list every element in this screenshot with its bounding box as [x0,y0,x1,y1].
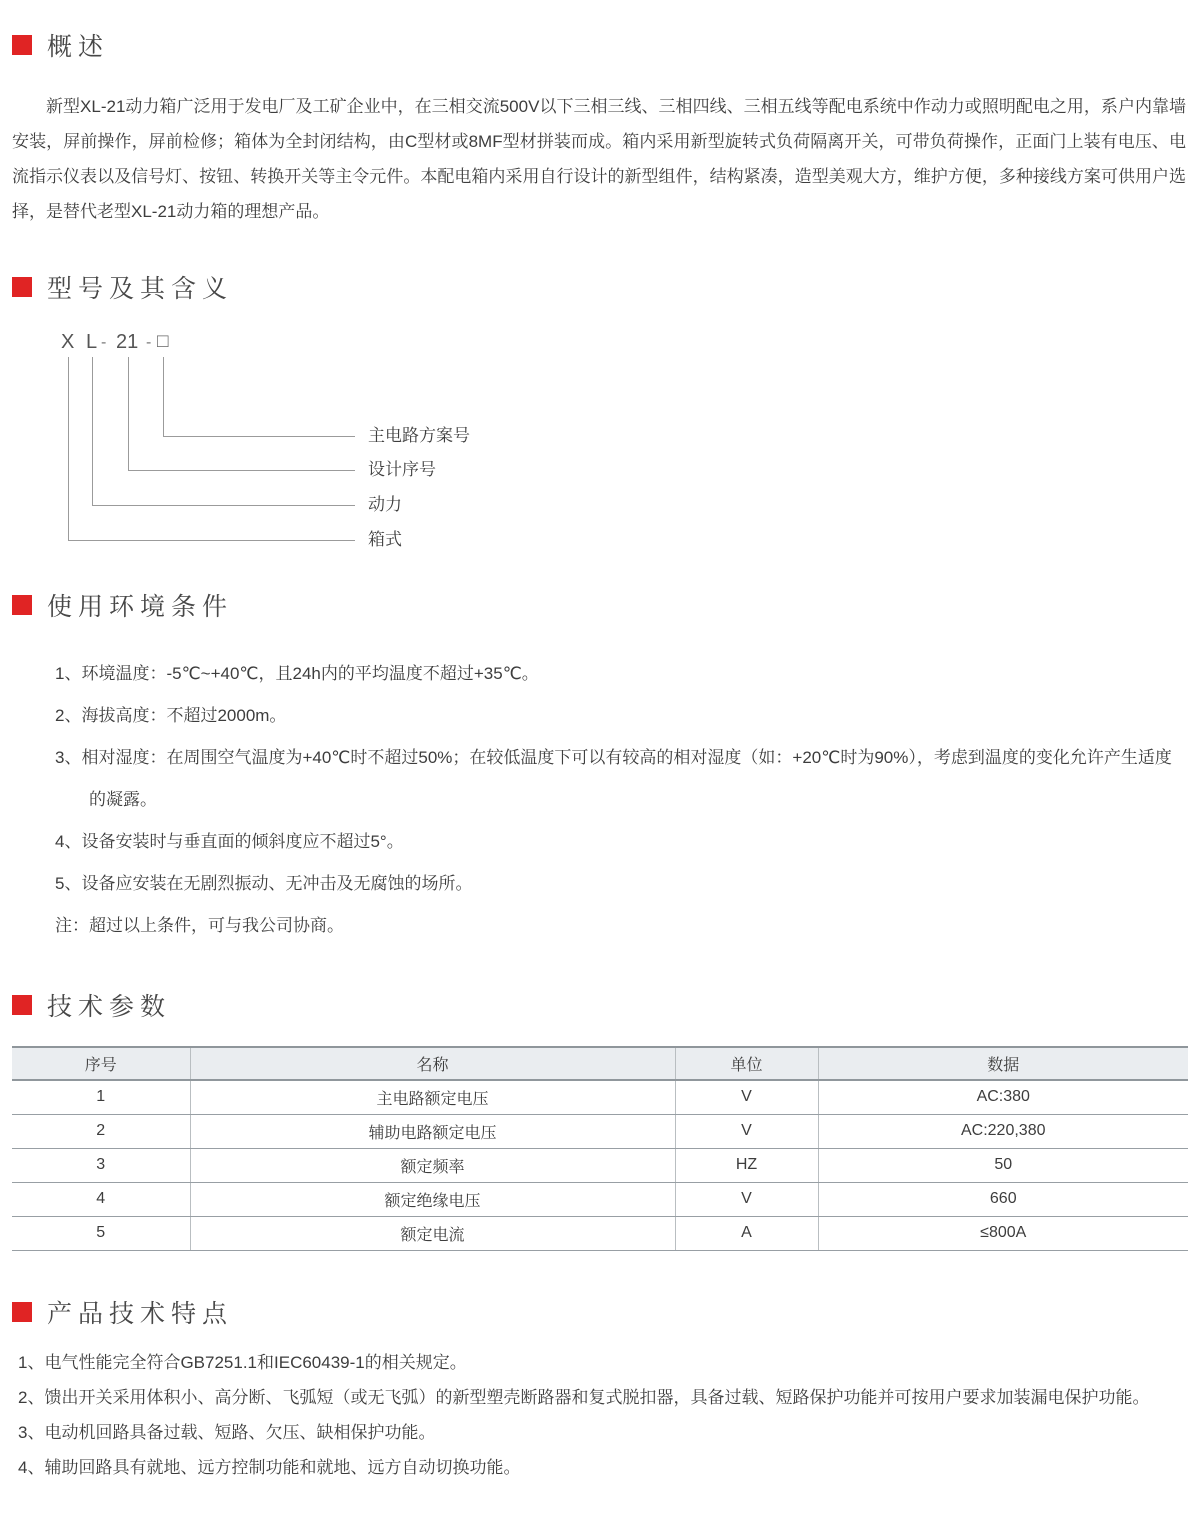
diagram-connector-line [92,357,93,505]
catalog-page [0,27,1200,1527]
section-header-environment [0,587,1200,623]
environment-list-item: 1、环境温度：-5℃~+40℃，且24h内的平均温度不超过+35℃。 [55,664,539,683]
table-row [12,1148,1188,1182]
table-cell: ≤800A [818,1216,1188,1250]
diagram-connector-line [163,357,164,436]
table-cell: V [675,1080,818,1114]
diagram-label: 动力 [368,495,402,514]
table-cell: AC:380 [818,1080,1188,1114]
parameters-table-header-row [12,1047,1188,1080]
diagram-label: 箱式 [368,530,402,549]
table-cell: 额定电流 [190,1216,675,1250]
model-code-separator: - [101,334,107,351]
table-row [12,1216,1188,1250]
table-cell: 2 [12,1114,190,1148]
table-cell: 辅助电路额定电压 [190,1114,675,1148]
environment-list-item: 3、相对湿度：在周围空气温度为+40℃时不超过50%；在较低温度下可以有较高的相对湿度（如：+20℃时为90%），考虑到温度的变化允许产生适度的凝露。 [55,748,1172,809]
table-cell: 额定绝缘电压 [190,1182,675,1216]
table-cell: HZ [675,1148,818,1182]
table-header-cell: 数据 [818,1047,1188,1080]
parameters-table-body [12,1080,1188,1250]
section-title-parameters: 技术参数 [47,993,172,1021]
features-list-item: 1、电气性能完全符合GB7251.1和IEC60439-1的相关规定。 [18,1352,467,1372]
red-square-bullet-icon [12,595,32,615]
diagram-label: 主电路方案号 [368,426,470,445]
red-square-bullet-icon [12,35,32,55]
diagram-connector-line [68,357,69,540]
section-title-overview: 概述 [47,33,110,61]
table-cell: 1 [12,1080,190,1114]
model-code-part: 21 [116,331,139,353]
features-list-item: 4、辅助回路具有就地、远方控制功能和就地、远方自动切换功能。 [18,1457,521,1477]
environment-list-item: 5、设备应安装在无剧烈振动、无冲击及无腐蚀的场所。 [55,874,473,893]
table-cell: 660 [818,1182,1188,1216]
table-cell: 额定频率 [190,1148,675,1182]
table-cell: V [675,1114,818,1148]
section-title-features: 产品技术特点 [47,1299,234,1328]
table-cell: 50 [818,1148,1188,1182]
section-header-parameters [0,987,1200,1023]
environment-list-item: 注：超过以上条件，可与我公司协商。 [55,916,344,935]
table-cell: V [675,1182,818,1216]
diagram-connector-line [68,540,355,541]
diagram-connector-line [128,357,129,470]
table-cell: 4 [12,1182,190,1216]
red-square-bullet-icon [12,995,32,1015]
table-cell: 3 [12,1148,190,1182]
red-square-bullet-icon [12,277,32,297]
environment-list-item: 4、设备安装时与垂直面的倾斜度应不超过5°。 [55,832,404,851]
red-square-bullet-icon [12,1302,32,1322]
model-code-part: X [61,331,75,353]
table-cell: AC:220,380 [818,1114,1188,1148]
section-header-features [0,1294,1200,1330]
parameters-table [12,1046,1188,1251]
features-list [18,1345,1186,1485]
model-code-part: L [86,331,98,353]
environment-list-item: 2、海拔高度：不超过2000m。 [55,706,287,725]
environment-list [55,653,1186,947]
table-cell: 主电路额定电压 [190,1080,675,1114]
section-header-overview [0,27,1200,63]
features-list-item: 2、馈出开关采用体积小、高分断、飞弧短（或无飞弧）的新型塑壳断路器和复式脱扣器，具备过载、短路保护功能并可按用户要求加装漏电保护功能。 [18,1387,1150,1407]
model-code-diagram [0,331,1200,566]
overview-paragraph: 新型XL-21动力箱广泛用于发电厂及工矿企业中，在三相交流500V以下三相三线、三相四线、三相五线等配电系统中作动力或照明配电之用，系户内靠墙安装，屏前操作，屏前检修；箱体为全封闭结构，由C型材或8MF型材拼装而成。箱内采用新型旋转式负荷隔离开关，可带负荷操作，正面门上装有电压、电流指示仪表以及信号灯、按钮、转换开关等主令元件。本配电箱内采用自行设计的新型组件，结构紧凑，造型美观大方，维护方便，多种接线方案可供用户选择，是替代老型XL-21动力箱的理想产品。 [12,97,1186,221]
section-title-model: 型号及其含义 [47,275,234,303]
diagram-connector-line [163,436,355,437]
table-cell: A [675,1216,818,1250]
table-header-cell: 序号 [12,1047,190,1080]
diagram-connector-line [128,470,355,471]
diagram-label: 设计序号 [368,460,436,479]
model-code-placeholder-box: □ [157,331,169,352]
table-row [12,1114,1188,1148]
table-header-cell: 名称 [190,1047,675,1080]
features-list-item: 3、电动机回路具备过载、短路、欠压、缺相保护功能。 [18,1422,436,1442]
model-code-separator: - [146,334,152,351]
table-header-cell: 单位 [675,1047,818,1080]
table-cell: 5 [12,1216,190,1250]
section-header-model [0,269,1200,305]
diagram-connector-line [92,505,355,506]
table-row [12,1080,1188,1114]
table-row [12,1182,1188,1216]
section-title-environment: 使用环境条件 [47,593,234,621]
